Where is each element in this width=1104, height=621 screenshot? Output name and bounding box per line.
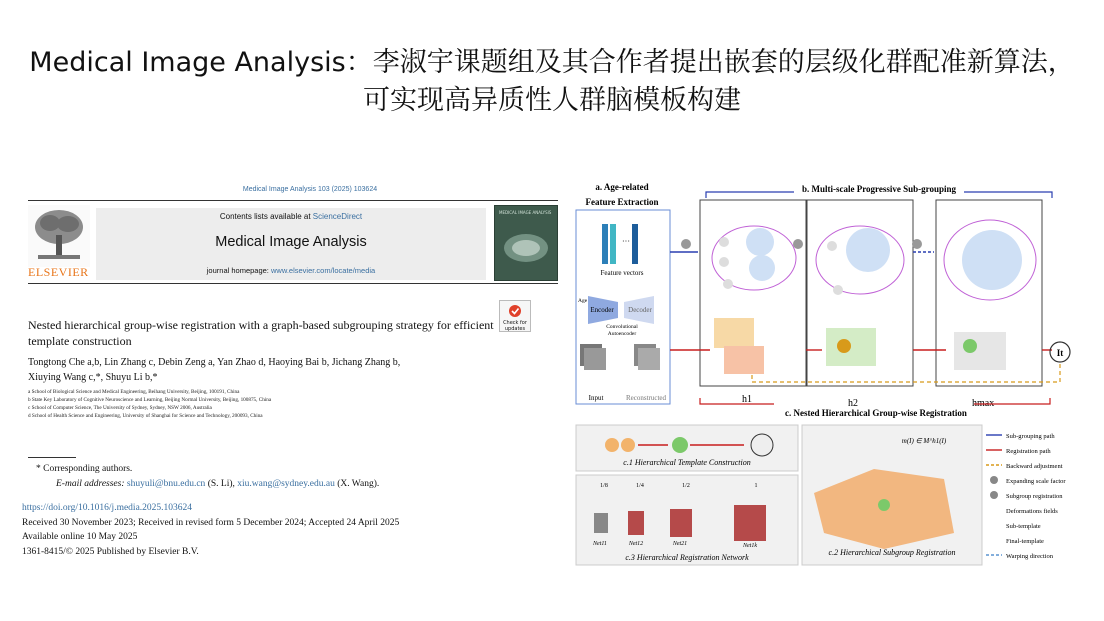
net-block-3 bbox=[670, 509, 692, 537]
c2-title: c.2 Hierarchical Subgroup Registration bbox=[828, 548, 956, 557]
c1-final-node bbox=[751, 434, 773, 456]
corresponding-block bbox=[28, 462, 548, 492]
stage-label-hmax: hmax bbox=[972, 398, 995, 409]
node-1a bbox=[719, 237, 729, 247]
email-link-2[interactable]: xiu.wang@sydney.edu.au bbox=[237, 479, 335, 489]
expand-scale-icon-3 bbox=[912, 239, 922, 249]
legend-final-template: Final-template bbox=[1006, 538, 1044, 545]
decoder-label: Decoder bbox=[628, 306, 652, 314]
feature-bar-2 bbox=[610, 224, 616, 264]
feature-bar-1 bbox=[602, 224, 608, 264]
affiliation-b: b State Key Laboratory of Cognitive Neuroscience and Learning, Beijing Normal University, Beijing, 100875, China bbox=[28, 397, 272, 403]
scale-label-1: 1/8 bbox=[600, 483, 608, 489]
panel-a-title-1: a. Age-related bbox=[595, 182, 649, 192]
legend-subgrouping: Sub-grouping path bbox=[1006, 433, 1055, 440]
c1-title: c.1 Hierarchical Template Construction bbox=[623, 458, 751, 467]
legend-registration: Registration path bbox=[1006, 448, 1051, 455]
c2-formula: m(I) ∈ M^h1(I) bbox=[901, 437, 947, 445]
cluster-blob-1b bbox=[749, 255, 775, 281]
legend-subgroup-reg-icon bbox=[990, 491, 998, 499]
stage-label-h1: h1 bbox=[742, 394, 752, 405]
node-1b bbox=[719, 257, 729, 267]
panel-c-title: c. Nested Hierarchical Group-wise Registration bbox=[785, 408, 967, 418]
update-icon bbox=[508, 304, 522, 318]
c3-title: c.3 Hierarchical Registration Network bbox=[625, 553, 749, 562]
node-2a bbox=[827, 241, 837, 251]
feature-vectors-label: Feature vectors bbox=[600, 269, 644, 277]
net-block-2 bbox=[628, 511, 644, 535]
affiliations bbox=[28, 388, 548, 420]
legend-warping: Warping direction bbox=[1006, 553, 1053, 560]
panel-a-title-2: Feature Extraction bbox=[585, 197, 659, 207]
email-label: E-mail addresses: bbox=[56, 479, 125, 489]
c1-node-1 bbox=[605, 438, 619, 452]
cluster-blob-1a bbox=[746, 228, 774, 256]
stage-label-h2: h2 bbox=[848, 398, 858, 409]
legend-subtemplate: Sub-template bbox=[1006, 523, 1041, 530]
scale-label-4: 1 bbox=[754, 483, 758, 489]
authors-line-2: Xiuying Wang c,*, Shuyu Li b,* bbox=[28, 372, 158, 383]
header-rule-bottom bbox=[28, 283, 558, 284]
backward-adjustment-path bbox=[752, 364, 1060, 382]
subtemplate-card-2 bbox=[826, 328, 876, 366]
affiliation-c: c School of Computer Science, The University of Sydney, Sydney, NSW 2006, Australia bbox=[28, 405, 212, 411]
email-owner-1: (S. Li), bbox=[207, 479, 235, 489]
subtemplate-card-1b bbox=[724, 346, 764, 374]
scale-label-3: 1/2 bbox=[682, 483, 690, 489]
title-line-1: Medical Image Analysis：李淑宇课题组及其合作者提出嵌套的层级化群配准新算法， bbox=[29, 47, 1075, 78]
cluster-blob-3 bbox=[962, 230, 1022, 290]
reconstructed-label: Reconstructed bbox=[625, 394, 667, 402]
node-1c bbox=[723, 279, 733, 289]
header-rule-top bbox=[28, 200, 558, 201]
encoder-label: Encoder bbox=[590, 306, 614, 314]
check-badge-label: Check for updates bbox=[503, 320, 527, 332]
journal-cover bbox=[494, 205, 558, 281]
homepage-line bbox=[96, 266, 486, 275]
net-block-4 bbox=[734, 505, 766, 541]
page-title bbox=[0, 44, 1104, 120]
c2-subtemplate-node bbox=[878, 499, 890, 511]
sciencedirect-link[interactable]: ScienceDirect bbox=[312, 212, 363, 221]
cae-label-1: Convolutional bbox=[606, 324, 638, 330]
contents-line bbox=[96, 212, 486, 221]
author-list bbox=[28, 355, 498, 385]
elsevier-tree-logo bbox=[28, 205, 90, 267]
scale-label-2: 1/4 bbox=[636, 483, 644, 489]
subtemplate-node-3 bbox=[963, 339, 977, 353]
input-label: Input bbox=[588, 394, 604, 402]
c1-node-3 bbox=[672, 437, 688, 453]
footnote-rule bbox=[28, 457, 76, 458]
final-template-label: It bbox=[1056, 348, 1064, 358]
feature-ellipsis: ··· bbox=[622, 237, 630, 246]
legend-backward: Backward adjustment bbox=[1006, 463, 1063, 470]
email-line bbox=[28, 477, 548, 492]
node-2b bbox=[833, 285, 843, 295]
input-mri-2 bbox=[584, 348, 606, 370]
expand-scale-icon-1 bbox=[681, 239, 691, 249]
net-label-3: Net21 bbox=[672, 541, 688, 547]
title-line-2: 可实现高异质性人群脑模板构建 bbox=[363, 85, 741, 116]
corresponding-note: * Corresponding authors. bbox=[36, 464, 133, 474]
panel-c-bracket bbox=[700, 398, 1050, 404]
legend-expand-icon bbox=[990, 476, 998, 484]
doi-link[interactable]: https://doi.org/10.1016/j.media.2025.103624 bbox=[22, 503, 193, 513]
net-label-1: Net11 bbox=[593, 541, 607, 547]
legend-deformation: Deformations fields bbox=[1006, 508, 1058, 515]
detail-diagram bbox=[574, 423, 1084, 568]
subtemplate-card-3 bbox=[954, 332, 1006, 370]
cluster-blob-2 bbox=[846, 228, 890, 272]
subtemplate-node-2 bbox=[837, 339, 851, 353]
email-link-1[interactable]: shuyuli@bnu.edu.cn bbox=[126, 479, 206, 489]
net-block-1 bbox=[594, 513, 608, 533]
age-label: Age bbox=[578, 298, 588, 304]
affiliation-a: a School of Biological Science and Medical Engineering, Beihang University, Beijing, 100191, China bbox=[28, 389, 240, 395]
panel-b-title: b. Multi-scale Progressive Sub-grouping bbox=[801, 184, 957, 194]
affiliation-d: d School of Health Science and Engineering, University of Shanghai for Science and Technology, 200093, China bbox=[28, 413, 263, 419]
cover-brain-image bbox=[495, 206, 557, 280]
check-for-updates-badge[interactable] bbox=[499, 300, 531, 332]
homepage-link[interactable]: www.elsevier.com/locate/media bbox=[271, 266, 376, 275]
feature-bar-n bbox=[632, 224, 638, 264]
net-label-2: Net12 bbox=[628, 541, 644, 547]
contents-prefix: Contents lists available at bbox=[219, 212, 311, 221]
article-title: Nested hierarchical group-wise registration with a graph-based subgrouping strategy for efficient template construction bbox=[28, 318, 494, 348]
legend-expand: Expanding scale factor bbox=[1006, 478, 1066, 485]
cae-label-2: Autoencoder bbox=[607, 331, 637, 337]
framework-diagram bbox=[574, 178, 1074, 418]
cover-title: MEDICAL IMAGE ANALYSIS bbox=[499, 210, 552, 215]
journal-reference: Medical Image Analysis 103 (2025) 103624 bbox=[242, 186, 378, 193]
bibliographic-info bbox=[22, 501, 562, 559]
journal-name: Medical Image Analysis bbox=[215, 234, 367, 250]
recon-mri-2 bbox=[638, 348, 660, 370]
expand-scale-icon-2 bbox=[793, 239, 803, 249]
copyright: 1361-8415/© 2025 Published by Elsevier B.V. bbox=[22, 546, 199, 557]
email-owner-2: (X. Wang). bbox=[337, 479, 380, 489]
received-dates: Received 30 November 2023; Received in revised form 5 December 2024; Accepted 24 April 2025 bbox=[22, 517, 400, 528]
net-label-4: Net1k bbox=[743, 543, 757, 549]
c1-node-2 bbox=[621, 438, 635, 452]
elsevier-wordmark: ELSEVIER bbox=[28, 265, 89, 279]
homepage-prefix: journal homepage: bbox=[206, 266, 269, 275]
available-online: Available online 10 May 2025 bbox=[22, 532, 138, 542]
legend-subgroup-reg: Subgroup registration bbox=[1006, 493, 1063, 500]
subtemplate-card-1a bbox=[714, 318, 754, 348]
authors-line-1: Tongtong Che a,b, Lin Zhang c, Debin Zeng a, Yan Zhao d, Haoying Bai b, Jichang Zhang b, bbox=[28, 357, 401, 368]
